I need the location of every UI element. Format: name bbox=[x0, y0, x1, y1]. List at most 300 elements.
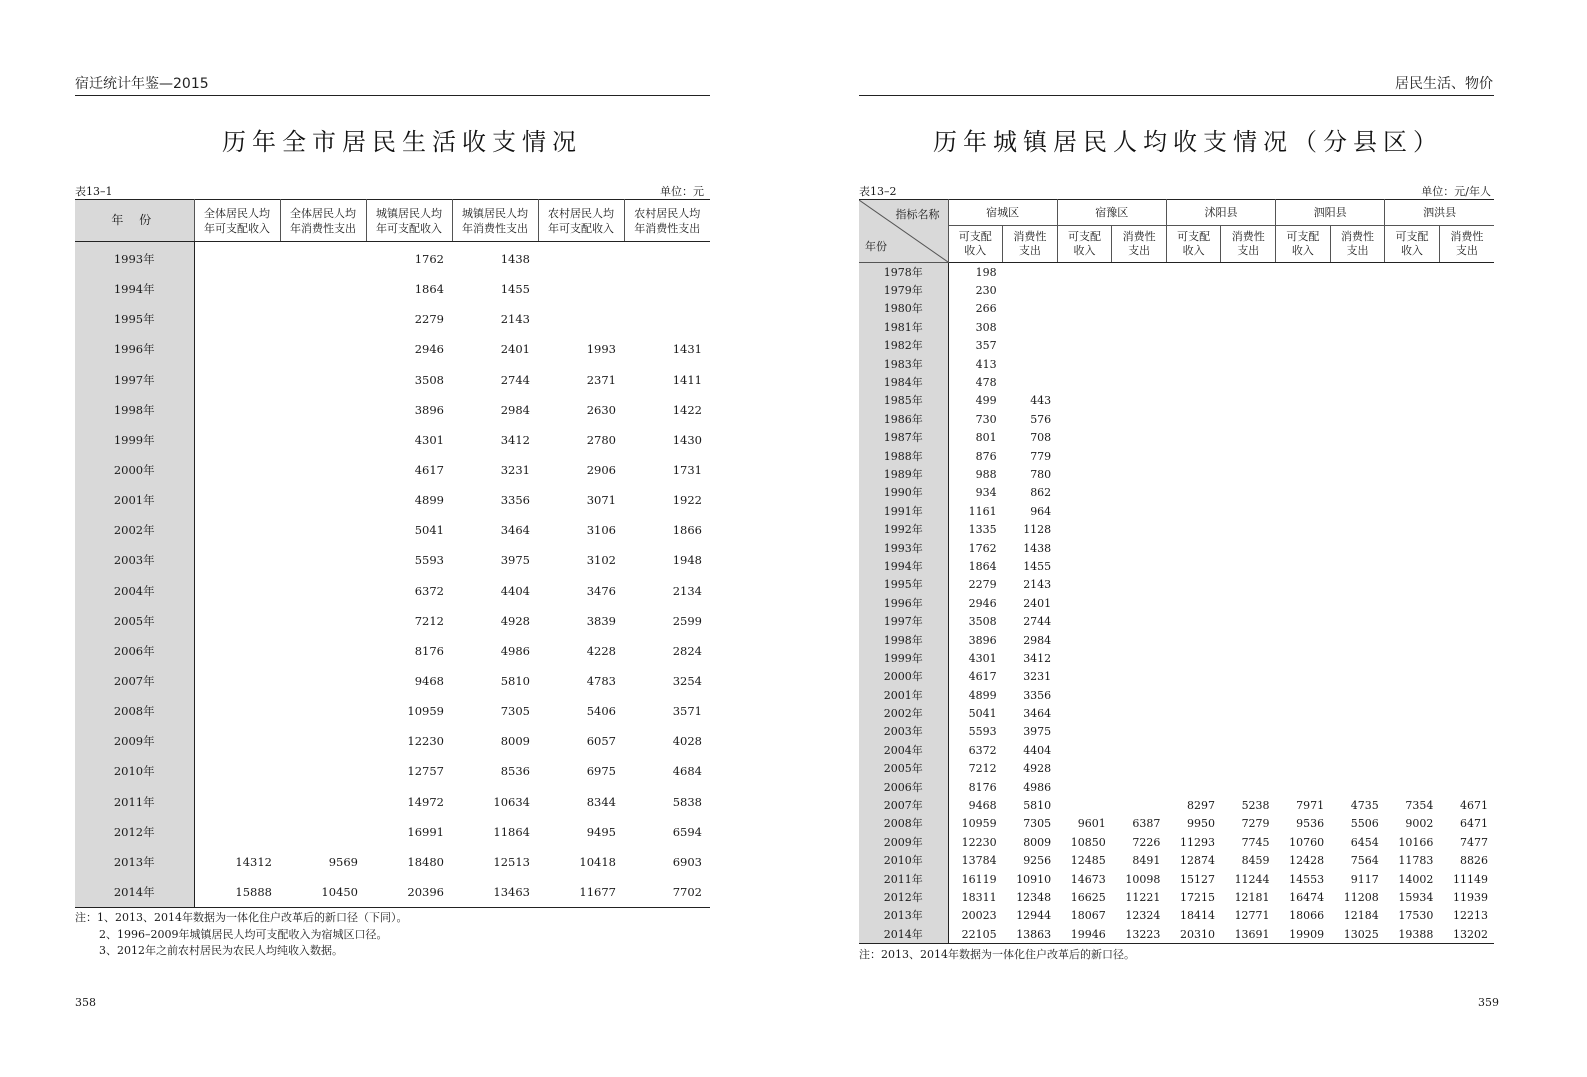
value-cell bbox=[1112, 557, 1167, 575]
value-cell bbox=[1439, 392, 1494, 410]
table-row bbox=[859, 612, 1494, 630]
value-cell: 8176 bbox=[968, 780, 997, 794]
value-cell bbox=[194, 274, 280, 304]
value-cell bbox=[280, 395, 366, 425]
value-cell: 1422 bbox=[672, 402, 702, 417]
value-cell bbox=[1276, 520, 1331, 538]
value-cell bbox=[1330, 594, 1385, 612]
note-line: 3、2012年之前农村居民为农民人均纯收入数据。 bbox=[99, 944, 343, 957]
value-cell: 12874 bbox=[1179, 854, 1215, 868]
value-cell bbox=[1385, 410, 1440, 428]
value-cell bbox=[1221, 410, 1276, 428]
value-cell: 19946 bbox=[1070, 927, 1106, 941]
table-row bbox=[859, 465, 1494, 483]
value-cell bbox=[1439, 263, 1494, 282]
unit-label: 单位：元/年人 bbox=[1421, 185, 1491, 198]
value-cell bbox=[1276, 594, 1331, 612]
value-cell bbox=[1330, 723, 1385, 741]
value-cell bbox=[1112, 502, 1167, 520]
value-cell bbox=[280, 365, 366, 395]
value-cell bbox=[1385, 594, 1440, 612]
value-cell: 2401 bbox=[1023, 596, 1052, 610]
value-cell: 10760 bbox=[1289, 835, 1325, 849]
value-cell bbox=[1276, 668, 1331, 686]
value-cell bbox=[1385, 484, 1440, 502]
table-row bbox=[75, 666, 710, 696]
value-cell bbox=[1221, 760, 1276, 778]
value-cell: 4301 bbox=[414, 432, 444, 447]
value-cell bbox=[1330, 502, 1385, 520]
page-number: 359 bbox=[1478, 996, 1499, 1009]
value-cell: 12944 bbox=[1016, 909, 1052, 923]
value-cell bbox=[1385, 465, 1440, 483]
value-cell: 12428 bbox=[1289, 854, 1325, 868]
year-cell: 1981年 bbox=[859, 318, 948, 336]
district-header: 沭阳县 bbox=[1166, 200, 1275, 226]
value-cell: 6387 bbox=[1132, 817, 1161, 831]
value-cell bbox=[280, 515, 366, 545]
value-cell: 20310 bbox=[1179, 927, 1215, 941]
value-cell bbox=[1330, 668, 1385, 686]
year-cell: 2009年 bbox=[75, 726, 194, 756]
value-cell: 10910 bbox=[1016, 872, 1052, 886]
value-cell bbox=[194, 696, 280, 726]
value-cell bbox=[1330, 281, 1385, 299]
table-row bbox=[75, 576, 710, 606]
value-cell bbox=[1439, 520, 1494, 538]
value-cell bbox=[1385, 723, 1440, 741]
value-cell: 3412 bbox=[1023, 651, 1052, 665]
value-cell bbox=[1439, 429, 1494, 447]
value-cell bbox=[194, 787, 280, 817]
year-cell: 1993年 bbox=[75, 242, 194, 275]
value-cell bbox=[1221, 704, 1276, 722]
table-row bbox=[75, 455, 710, 485]
table-row bbox=[859, 392, 1494, 410]
value-cell bbox=[1276, 300, 1331, 318]
value-cell bbox=[1112, 410, 1167, 428]
value-cell: 16474 bbox=[1289, 890, 1325, 904]
value-cell bbox=[1385, 429, 1440, 447]
table-row bbox=[859, 447, 1494, 465]
value-cell bbox=[1385, 392, 1440, 410]
value-cell bbox=[280, 636, 366, 666]
value-cell bbox=[1276, 557, 1331, 575]
table-row bbox=[75, 515, 710, 545]
sub-header-row bbox=[859, 226, 1494, 263]
district-header: 泗阳县 bbox=[1276, 200, 1385, 226]
value-cell bbox=[1330, 520, 1385, 538]
table-label: 表13–1 bbox=[75, 185, 113, 198]
value-cell bbox=[624, 242, 710, 275]
value-cell bbox=[1330, 760, 1385, 778]
value-cell bbox=[1276, 778, 1331, 796]
table-row bbox=[859, 649, 1494, 667]
value-cell: 9536 bbox=[1296, 817, 1325, 831]
value-cell: 2824 bbox=[672, 643, 702, 658]
value-cell bbox=[1330, 778, 1385, 796]
note-line: 注：2013、2014年数据为一体化住户改革后的新口径。 bbox=[859, 948, 1135, 961]
value-cell: 3231 bbox=[500, 463, 530, 478]
value-cell bbox=[1330, 429, 1385, 447]
value-cell: 13863 bbox=[1016, 927, 1052, 941]
value-cell: 2780 bbox=[586, 432, 616, 447]
value-cell: 13463 bbox=[493, 885, 530, 900]
value-cell bbox=[1221, 557, 1276, 575]
value-cell bbox=[1057, 355, 1112, 373]
value-cell: 6057 bbox=[586, 734, 616, 749]
value-cell: 1864 bbox=[414, 282, 444, 297]
value-cell bbox=[1276, 318, 1331, 336]
value-cell bbox=[280, 274, 366, 304]
value-cell: 9002 bbox=[1405, 817, 1434, 831]
value-cell: 2599 bbox=[672, 613, 702, 628]
district-data-table bbox=[859, 199, 1494, 944]
year-cell: 1993年 bbox=[859, 539, 948, 557]
value-cell: 2946 bbox=[414, 342, 444, 357]
value-cell bbox=[1385, 520, 1440, 538]
year-cell: 2010年 bbox=[75, 756, 194, 786]
value-cell bbox=[1057, 410, 1112, 428]
value-cell bbox=[1112, 429, 1167, 447]
table-row bbox=[75, 242, 710, 275]
value-cell bbox=[280, 545, 366, 575]
value-cell bbox=[1112, 484, 1167, 502]
value-cell bbox=[1439, 723, 1494, 741]
value-cell: 14002 bbox=[1398, 872, 1434, 886]
value-cell: 708 bbox=[1030, 431, 1052, 445]
value-cell bbox=[1166, 520, 1221, 538]
value-cell bbox=[280, 425, 366, 455]
value-cell: 3839 bbox=[586, 613, 616, 628]
value-cell: 2143 bbox=[500, 312, 530, 327]
value-cell: 988 bbox=[975, 467, 997, 481]
value-cell bbox=[1166, 355, 1221, 373]
value-cell bbox=[1112, 281, 1167, 299]
column-header: 全体居民人均 年可支配收入 bbox=[194, 200, 280, 242]
value-cell: 11149 bbox=[1453, 872, 1488, 886]
value-cell bbox=[1057, 465, 1112, 483]
district-header-row bbox=[859, 200, 1494, 226]
value-cell bbox=[1112, 741, 1167, 759]
value-cell: 308 bbox=[975, 320, 997, 334]
value-cell: 7212 bbox=[968, 762, 997, 776]
value-cell: 7564 bbox=[1350, 854, 1379, 868]
value-cell bbox=[624, 274, 710, 304]
table-row bbox=[75, 787, 710, 817]
value-cell bbox=[194, 455, 280, 485]
value-cell: 862 bbox=[1030, 486, 1052, 500]
value-cell: 4301 bbox=[968, 651, 997, 665]
value-cell: 3412 bbox=[500, 432, 530, 447]
value-cell bbox=[1112, 668, 1167, 686]
value-cell: 12513 bbox=[493, 854, 530, 869]
value-cell bbox=[1166, 704, 1221, 722]
table-row bbox=[75, 334, 710, 364]
year-cell: 2012年 bbox=[75, 817, 194, 847]
disposable-income-header: 可支配 收入 bbox=[1276, 226, 1331, 263]
value-cell: 1922 bbox=[672, 493, 702, 508]
value-cell bbox=[1003, 300, 1058, 318]
value-cell bbox=[280, 666, 366, 696]
value-cell bbox=[1112, 631, 1167, 649]
value-cell: 1335 bbox=[968, 523, 997, 537]
value-cell bbox=[1166, 668, 1221, 686]
value-cell bbox=[1003, 355, 1058, 373]
header-rule bbox=[75, 95, 710, 96]
value-cell bbox=[1276, 612, 1331, 630]
table-row bbox=[859, 907, 1494, 925]
page-title: 历年城镇居民人均收支情况（分县区） bbox=[933, 128, 1443, 156]
value-cell: 2401 bbox=[500, 342, 530, 357]
value-cell: 4404 bbox=[500, 583, 530, 598]
value-cell: 1430 bbox=[672, 432, 702, 447]
value-cell: 7212 bbox=[414, 613, 444, 628]
table-row bbox=[75, 756, 710, 786]
value-cell: 6594 bbox=[672, 824, 702, 839]
year-cell: 2004年 bbox=[75, 576, 194, 606]
value-cell: 730 bbox=[975, 412, 997, 426]
value-cell: 1455 bbox=[1023, 559, 1052, 573]
year-cell: 2005年 bbox=[859, 760, 948, 778]
value-cell bbox=[1439, 649, 1494, 667]
value-cell: 5593 bbox=[968, 725, 997, 739]
value-cell bbox=[1276, 484, 1331, 502]
value-cell: 4735 bbox=[1350, 799, 1379, 813]
value-cell bbox=[1439, 704, 1494, 722]
table-row bbox=[859, 815, 1494, 833]
value-cell: 20023 bbox=[961, 909, 997, 923]
value-cell bbox=[1057, 502, 1112, 520]
table-notes bbox=[859, 947, 1135, 964]
value-cell bbox=[1112, 318, 1167, 336]
value-cell bbox=[1057, 668, 1112, 686]
value-cell: 2744 bbox=[500, 372, 530, 387]
value-cell: 576 bbox=[1030, 412, 1052, 426]
value-cell: 230 bbox=[975, 284, 997, 298]
year-cell: 1999年 bbox=[859, 649, 948, 667]
value-cell bbox=[1166, 300, 1221, 318]
value-cell bbox=[1166, 410, 1221, 428]
table-row bbox=[859, 410, 1494, 428]
value-cell bbox=[1057, 557, 1112, 575]
value-cell: 1762 bbox=[414, 252, 444, 267]
value-cell bbox=[1221, 484, 1276, 502]
value-cell bbox=[1221, 594, 1276, 612]
disposable-income-header: 可支配 收入 bbox=[1385, 226, 1440, 263]
value-cell bbox=[194, 666, 280, 696]
value-cell bbox=[1276, 704, 1331, 722]
value-cell: 4671 bbox=[1460, 799, 1488, 813]
value-cell bbox=[1221, 318, 1276, 336]
year-cell: 1997年 bbox=[75, 365, 194, 395]
year-cell: 2005年 bbox=[75, 606, 194, 636]
value-cell bbox=[1330, 631, 1385, 649]
year-cell: 1979年 bbox=[859, 281, 948, 299]
value-cell bbox=[1057, 686, 1112, 704]
value-cell bbox=[1385, 741, 1440, 759]
value-cell: 3896 bbox=[968, 633, 997, 647]
value-cell bbox=[1330, 557, 1385, 575]
value-cell bbox=[1166, 557, 1221, 575]
indicator-name-label: 指标名称 bbox=[895, 208, 940, 221]
year-cell: 2006年 bbox=[75, 636, 194, 666]
table-row bbox=[859, 870, 1494, 888]
value-cell: 12213 bbox=[1453, 909, 1488, 923]
value-cell: 3356 bbox=[500, 493, 530, 508]
value-cell bbox=[1439, 447, 1494, 465]
value-cell bbox=[1221, 392, 1276, 410]
value-cell: 12348 bbox=[1016, 890, 1052, 904]
value-cell bbox=[1276, 631, 1331, 649]
value-cell bbox=[1439, 337, 1494, 355]
value-cell bbox=[1221, 686, 1276, 704]
value-cell bbox=[1330, 649, 1385, 667]
value-cell bbox=[194, 485, 280, 515]
value-cell bbox=[1112, 447, 1167, 465]
value-cell bbox=[280, 576, 366, 606]
value-cell bbox=[1439, 410, 1494, 428]
table-row bbox=[859, 576, 1494, 594]
value-cell bbox=[1221, 539, 1276, 557]
value-cell bbox=[194, 726, 280, 756]
year-cell: 2006年 bbox=[859, 778, 948, 796]
year-cell: 2011年 bbox=[859, 870, 948, 888]
value-cell bbox=[1112, 796, 1167, 814]
value-cell bbox=[1057, 300, 1112, 318]
value-cell bbox=[1221, 668, 1276, 686]
value-cell: 9601 bbox=[1077, 817, 1106, 831]
value-cell bbox=[1385, 760, 1440, 778]
value-cell bbox=[1385, 649, 1440, 667]
value-cell bbox=[1439, 373, 1494, 391]
value-cell: 2371 bbox=[586, 372, 616, 387]
value-cell bbox=[1003, 337, 1058, 355]
value-cell: 1438 bbox=[500, 252, 530, 267]
year-cell: 2013年 bbox=[75, 847, 194, 877]
value-cell: 13691 bbox=[1234, 927, 1270, 941]
value-cell: 11939 bbox=[1453, 890, 1488, 904]
value-cell bbox=[1330, 447, 1385, 465]
value-cell: 8176 bbox=[414, 643, 444, 658]
value-cell bbox=[1166, 263, 1221, 282]
value-cell bbox=[280, 304, 366, 334]
value-cell: 413 bbox=[975, 357, 997, 371]
value-cell: 13223 bbox=[1125, 927, 1161, 941]
value-cell bbox=[1330, 465, 1385, 483]
value-cell: 15888 bbox=[235, 885, 272, 900]
value-cell bbox=[1439, 557, 1494, 575]
value-cell: 443 bbox=[1030, 394, 1052, 408]
table-row bbox=[859, 723, 1494, 741]
value-cell: 3975 bbox=[500, 553, 530, 568]
value-cell bbox=[1166, 373, 1221, 391]
value-cell bbox=[1221, 631, 1276, 649]
value-cell: 499 bbox=[975, 394, 997, 408]
value-cell bbox=[1166, 429, 1221, 447]
value-cell bbox=[1330, 337, 1385, 355]
value-cell: 2279 bbox=[414, 312, 444, 327]
table-row bbox=[859, 631, 1494, 649]
value-cell bbox=[1276, 760, 1331, 778]
table-row bbox=[859, 668, 1494, 686]
value-cell bbox=[1166, 612, 1221, 630]
value-cell bbox=[280, 485, 366, 515]
value-cell: 11208 bbox=[1343, 890, 1379, 904]
year-cell: 2012年 bbox=[859, 888, 948, 906]
value-cell bbox=[1057, 704, 1112, 722]
table-row bbox=[859, 796, 1494, 814]
table-row bbox=[859, 300, 1494, 318]
column-header: 全体居民人均 年消费性支出 bbox=[280, 200, 366, 242]
value-cell: 934 bbox=[975, 486, 997, 500]
column-header: 城镇居民人均 年可支配收入 bbox=[366, 200, 452, 242]
value-cell bbox=[1276, 429, 1331, 447]
value-cell bbox=[1166, 465, 1221, 483]
value-cell bbox=[1057, 612, 1112, 630]
value-cell: 780 bbox=[1030, 467, 1052, 481]
value-cell: 14972 bbox=[407, 794, 444, 809]
value-cell: 5238 bbox=[1241, 799, 1270, 813]
value-cell bbox=[1057, 263, 1112, 282]
value-cell: 18480 bbox=[407, 854, 444, 869]
value-cell: 5810 bbox=[1023, 799, 1052, 813]
value-cell: 8344 bbox=[586, 794, 616, 809]
year-cell: 2000年 bbox=[75, 455, 194, 485]
value-cell: 11864 bbox=[493, 824, 530, 839]
value-cell bbox=[280, 242, 366, 275]
value-cell bbox=[194, 636, 280, 666]
running-head: 宿迁统计年鉴—2015 bbox=[75, 76, 209, 92]
value-cell: 13025 bbox=[1343, 927, 1379, 941]
table-row bbox=[75, 304, 710, 334]
value-cell bbox=[1057, 631, 1112, 649]
value-cell: 12184 bbox=[1343, 909, 1379, 923]
value-cell: 4783 bbox=[586, 674, 616, 689]
value-cell: 9468 bbox=[414, 674, 444, 689]
disposable-income-header: 可支配 收入 bbox=[1057, 226, 1112, 263]
value-cell bbox=[1221, 373, 1276, 391]
value-cell bbox=[1439, 465, 1494, 483]
value-cell: 1161 bbox=[968, 504, 997, 518]
value-cell bbox=[1166, 281, 1221, 299]
value-cell bbox=[1439, 631, 1494, 649]
value-cell bbox=[194, 576, 280, 606]
value-cell bbox=[1112, 373, 1167, 391]
value-cell: 1866 bbox=[672, 523, 702, 538]
table-row bbox=[859, 852, 1494, 870]
value-cell: 10634 bbox=[493, 794, 530, 809]
value-cell bbox=[194, 425, 280, 455]
value-cell: 4899 bbox=[414, 493, 444, 508]
value-cell bbox=[1276, 576, 1331, 594]
year-cell: 1986年 bbox=[859, 410, 948, 428]
value-cell bbox=[1221, 612, 1276, 630]
value-cell: 8536 bbox=[500, 764, 530, 779]
value-cell bbox=[624, 304, 710, 334]
value-cell: 16991 bbox=[407, 824, 444, 839]
value-cell bbox=[1385, 355, 1440, 373]
district-header: 宿豫区 bbox=[1057, 200, 1166, 226]
value-cell bbox=[1221, 337, 1276, 355]
table-row bbox=[859, 337, 1494, 355]
value-cell bbox=[1385, 539, 1440, 557]
value-cell bbox=[1385, 300, 1440, 318]
value-cell: 3464 bbox=[1023, 707, 1052, 721]
value-cell bbox=[194, 756, 280, 786]
value-cell: 3508 bbox=[414, 372, 444, 387]
value-cell: 11244 bbox=[1234, 872, 1270, 886]
